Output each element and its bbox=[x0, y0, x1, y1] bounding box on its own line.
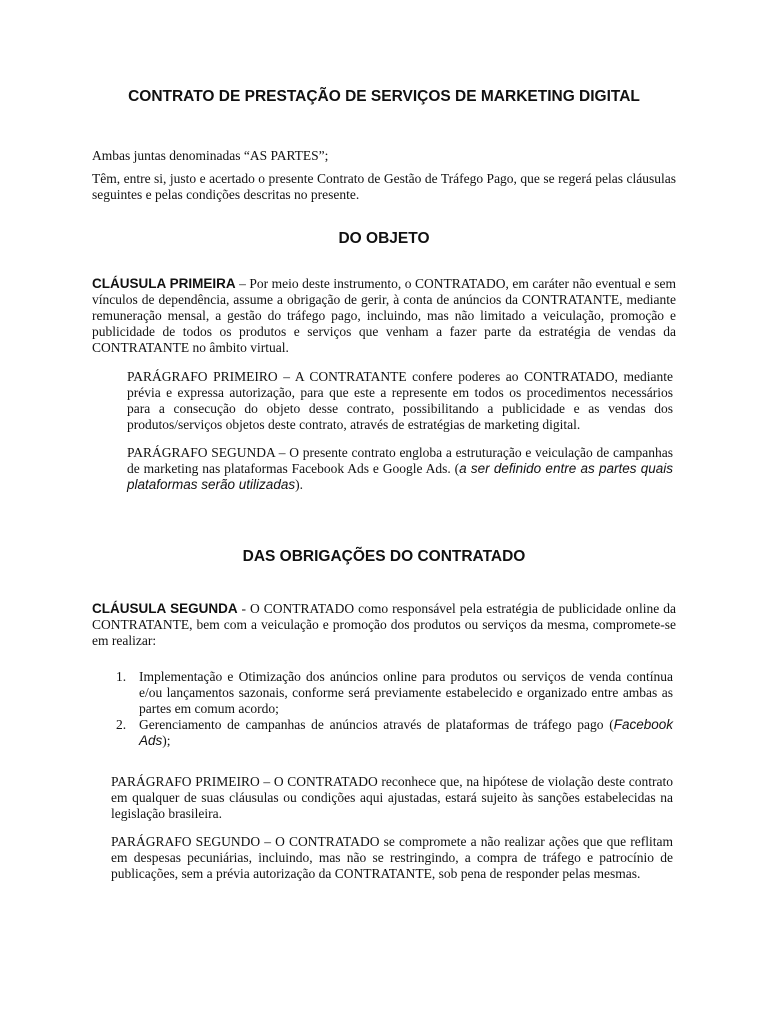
clause-primeira-text: – Por meio deste instrumento, o CONTRATADO, em caráter não eventual e sem vínculos de dependência, assume a obrigação de gerir, à conta de anúncios da CONTRATANTE, mediante remuneração mensal, a gestão do tráfego pago, incluindo, mas não limitado a veiculação, promoção e publicidade de todos os produtos e serviços que venham a fazer parte da estratégia de vendas da CONTRATANTE no âmbito virtual. bbox=[92, 276, 677, 355]
list-item-italic: Facebook Ads bbox=[139, 717, 673, 748]
document-title: CONTRATO DE PRESTAÇÃO DE SERVIÇOS DE MARKETING DIGITAL bbox=[128, 88, 640, 105]
list-item bbox=[92, 669, 673, 717]
clause-segunda bbox=[92, 601, 676, 649]
clause-primeira-label: CLÁUSULA PRIMEIRA bbox=[92, 276, 236, 291]
objeto-paragrafo-segundo-end: ). bbox=[295, 477, 303, 492]
section-heading-obrigacoes: DAS OBRIGAÇÕES DO CONTRATADO bbox=[242, 548, 526, 565]
clause-segunda-text: - O CONTRATADO como responsável pela estratégia de publicidade online da CONTRATANTE, bem com a veiculação e promoção dos produtos ou serviços da mesma, compromete-se em realizar: bbox=[92, 601, 677, 648]
intro-paragraph-1: Ambas juntas denominadas “AS PARTES”; bbox=[92, 148, 329, 163]
clause-segunda-label: CLÁUSULA SEGUNDA bbox=[92, 601, 238, 616]
list-item-number: 2. bbox=[116, 717, 127, 732]
list-item-text: Gerenciamento de campanhas de anúncios através de plataformas de tráfego pago ( bbox=[139, 717, 614, 732]
objeto-paragrafo-segundo-italic: a ser definido entre as partes quais plataformas serão utilizadas bbox=[127, 461, 673, 492]
objeto-paragrafo-primeiro: PARÁGRAFO PRIMEIRO – A CONTRATANTE confere poderes ao CONTRATADO, mediante prévia e expressa autorização, para que este a represente em todos os procedimentos necessários para a consecução do objeto desse contrato, possibilitando a publicidade e as vendas dos produtos/serviços objetos deste contrato, através de estratégias de marketing digital. bbox=[127, 369, 673, 432]
objeto-paragrafo-segundo-text: PARÁGRAFO SEGUNDA – O presente contrato engloba a estruturação e veiculação de campanhas de marketing nas plataformas Facebook Ads e Google Ads. ( bbox=[127, 445, 673, 476]
clause-primeira bbox=[92, 276, 676, 356]
obrigacoes-paragrafo-segundo: PARÁGRAFO SEGUNDO – O CONTRATADO se compromete a não realizar ações que que reflitam em despesas pecuniárias, incluindo, mas não se restringindo, a compra de tráfego e patrocínio de publicações, sem a prévia autorização da CONTRATANTE, sob pena de responder pelas mesmas. bbox=[111, 834, 673, 881]
obligations-list bbox=[92, 669, 673, 749]
section-heading-objeto: DO OBJETO bbox=[338, 230, 430, 247]
list-item-end: ); bbox=[162, 733, 171, 748]
intro-paragraph-2: Têm, entre si, justo e acertado o presente Contrato de Gestão de Tráfego Pago, que se regerá pelas cláusulas seguintes e pelas condições descritas no presente. bbox=[92, 171, 676, 202]
list-item-number: 1. bbox=[116, 669, 127, 684]
obrigacoes-paragrafo-primeiro: PARÁGRAFO PRIMEIRO – O CONTRATADO reconhece que, na hipótese de violação deste contrato em qualquer de suas cláusulas ou condições aqui ajustadas, estará sujeito às sanções estabelecidas na legislação brasileira. bbox=[111, 774, 673, 821]
objeto-paragrafo-segundo bbox=[127, 445, 673, 493]
list-item bbox=[92, 717, 673, 749]
list-item-text: Implementação e Otimização dos anúncios online para produtos ou serviços de venda contínua e/ou lançamentos sazonais, conforme será previamente estabelecido e organizado entre ambas as partes em comum acordo; bbox=[139, 669, 673, 716]
